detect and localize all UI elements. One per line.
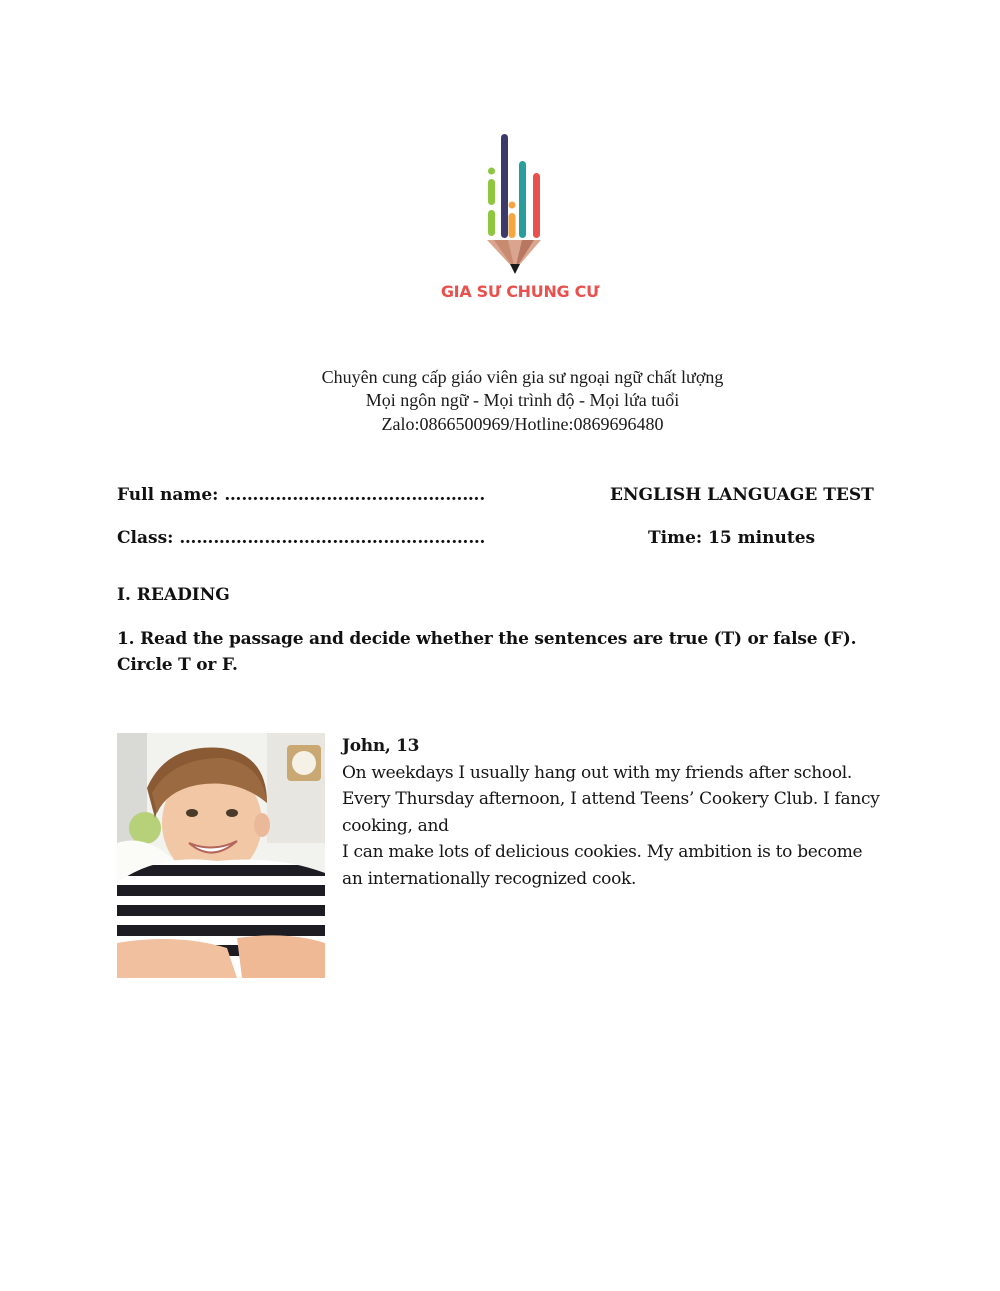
logo	[440, 128, 600, 308]
passage	[342, 733, 902, 892]
time-limit: Time: 15 minutes	[648, 528, 816, 548]
section-title: I. READING	[117, 585, 230, 605]
slogan-line-3: Zalo:0866500969/Hotline:0869696480	[381, 414, 664, 434]
passage-author: John, 13	[342, 736, 420, 756]
smiling-boy-photo-icon	[117, 733, 325, 978]
logo-text: GIA SƯ CHUNG CƯ	[440, 282, 600, 301]
full-name-field: Full name: ……………………………………….	[117, 485, 486, 505]
passage-line-1: On weekdays I usually hang out with my friends after school.	[342, 762, 853, 783]
passage-line-3: cooking, and	[342, 815, 449, 836]
test-title: ENGLISH LANGUAGE TEST	[610, 485, 874, 505]
class-field: Class: ………………………………………………	[117, 528, 486, 548]
pencil-bars-logo-icon	[482, 128, 558, 278]
passage-line-5: an internationally recognized cook.	[342, 868, 637, 889]
passage-line-4: I can make lots of delicious cookies. My ambition is to become	[342, 842, 863, 862]
slogan-line-1: Chuyên cung cấp giáo viên gia sư ngoại ngữ chất lượng	[321, 367, 724, 387]
passage-line-2: Every Thursday afternoon, I attend Teens’ Cookery Club. I fancy	[342, 789, 880, 809]
slogan-line-2: Mọi ngôn ngữ - Mọi trình độ - Mọi lứa tuổi	[365, 390, 680, 410]
instruction: 1. Read the passage and decide whether the sentences are true (T) or false (F). Circle T or F.	[117, 629, 857, 675]
